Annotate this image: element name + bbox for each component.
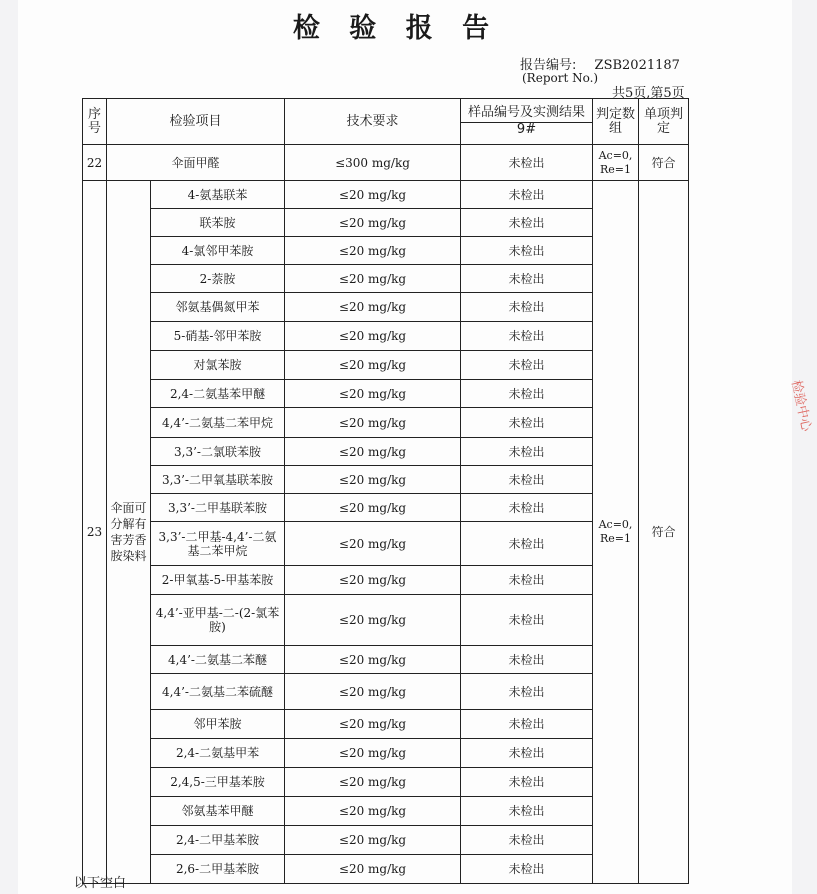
col-single-judge: 单项判定 (639, 99, 689, 145)
item-name: 2,4-二氨基甲苯 (151, 739, 285, 768)
col-item: 检验项目 (107, 99, 285, 145)
header-row (83, 99, 689, 145)
item-requirement: ≤20 mg/kg (285, 494, 461, 522)
item-result: 未检出 (461, 797, 593, 826)
col-requirement: 技术要求 (285, 99, 461, 145)
item-result: 未检出 (461, 466, 593, 494)
row22-result: 未检出 (461, 145, 593, 181)
report-number-label: 报告编号: (520, 58, 577, 73)
item-result: 未检出 (461, 855, 593, 884)
item-requirement: ≤20 mg/kg (285, 438, 461, 466)
item-name: 邻氨基偶氮甲苯 (151, 293, 285, 322)
item-requirement: ≤20 mg/kg (285, 855, 461, 884)
item-result: 未检出 (461, 408, 593, 438)
col-sample (461, 99, 593, 145)
item-result: 未检出 (461, 494, 593, 522)
item-name: 4,4’-二氨基二苯硫醚 (151, 674, 285, 710)
row22-seq: 22 (83, 145, 107, 181)
item-requirement: ≤20 mg/kg (285, 522, 461, 566)
item-requirement: ≤20 mg/kg (285, 674, 461, 710)
item-name: 4-氨基联苯 (151, 181, 285, 209)
item-requirement: ≤20 mg/kg (285, 380, 461, 408)
item-requirement: ≤20 mg/kg (285, 466, 461, 494)
item-requirement: ≤20 mg/kg (285, 181, 461, 209)
item-result: 未检出 (461, 237, 593, 265)
item-requirement: ≤20 mg/kg (285, 646, 461, 674)
item-name: 5-硝基-邻甲苯胺 (151, 322, 285, 351)
item-result: 未检出 (461, 646, 593, 674)
col-sample-no: 9# (516, 122, 537, 137)
item-name: 4,4’-二氨基二苯甲烷 (151, 408, 285, 438)
col-sample-title: 样品编号及实测结果 (461, 106, 592, 123)
report-number-en-label: (Report No.) (522, 71, 599, 85)
col-judge-group: 判定数组 (593, 99, 639, 145)
item-requirement: ≤20 mg/kg (285, 826, 461, 855)
item-name: 4,4’-二氨基二苯醚 (151, 646, 285, 674)
row23-group: 伞面可分解有害芳香胺染料 (107, 181, 151, 884)
row23-judge-group: Ac=0, Re=1 (593, 181, 639, 884)
item-requirement: ≤20 mg/kg (285, 739, 461, 768)
item-result: 未检出 (461, 322, 593, 351)
item-requirement: ≤20 mg/kg (285, 209, 461, 237)
item-name: 2,6-二甲基苯胺 (151, 855, 285, 884)
row22-requirement: ≤300 mg/kg (285, 145, 461, 181)
item-result: 未检出 (461, 595, 593, 646)
item-result: 未检出 (461, 351, 593, 380)
item-name: 邻甲苯胺 (151, 710, 285, 739)
item-requirement: ≤20 mg/kg (285, 265, 461, 293)
item-requirement: ≤20 mg/kg (285, 797, 461, 826)
report-number: ZSB2021187 (594, 58, 680, 73)
item-result: 未检出 (461, 674, 593, 710)
item-name: 2,4-二氨基苯甲醚 (151, 380, 285, 408)
item-name: 对氯苯胺 (151, 351, 285, 380)
row22-item: 伞面甲醛 (107, 145, 285, 181)
item-result: 未检出 (461, 438, 593, 466)
item-result: 未检出 (461, 522, 593, 566)
item-name: 2,4,5-三甲基苯胺 (151, 768, 285, 797)
item-result: 未检出 (461, 209, 593, 237)
row23-seq: 23 (83, 181, 107, 884)
item-requirement: ≤20 mg/kg (285, 566, 461, 595)
item-requirement: ≤20 mg/kg (285, 351, 461, 380)
item-requirement: ≤20 mg/kg (285, 595, 461, 646)
row22-judge-group: Ac=0, Re=1 (593, 145, 639, 181)
item-result: 未检出 (461, 710, 593, 739)
item-requirement: ≤20 mg/kg (285, 322, 461, 351)
item-result: 未检出 (461, 265, 593, 293)
item-name: 2,4-二甲基苯胺 (151, 826, 285, 855)
report-title: 检 验 报 告 (292, 13, 500, 44)
row23-single-judge: 符合 (639, 181, 689, 884)
item-result: 未检出 (461, 768, 593, 797)
table-row-22 (83, 145, 689, 181)
item-name: 4-氯邻甲苯胺 (151, 237, 285, 265)
item-name: 2-甲氧基-5-甲基苯胺 (151, 566, 285, 595)
item-result: 未检出 (461, 181, 593, 209)
page-count: 共5页,第5页 (612, 86, 685, 101)
item-name: 3,3’-二甲基-4,4’-二氨基二苯甲烷 (151, 522, 285, 566)
item-result: 未检出 (461, 566, 593, 595)
item-requirement: ≤20 mg/kg (285, 768, 461, 797)
table-row (83, 181, 689, 209)
item-name: 3,3’-二甲基联苯胺 (151, 494, 285, 522)
item-name: 3,3’-二氯联苯胺 (151, 438, 285, 466)
item-name: 邻氨基苯甲醚 (151, 797, 285, 826)
item-requirement: ≤20 mg/kg (285, 710, 461, 739)
col-seq: 序号 (83, 99, 107, 145)
item-result: 未检出 (461, 293, 593, 322)
item-result: 未检出 (461, 380, 593, 408)
item-requirement: ≤20 mg/kg (285, 237, 461, 265)
footer-note: 以下空白 (74, 876, 127, 891)
item-name: 2-萘胺 (151, 265, 285, 293)
seal-stamp: 检验中心 (787, 378, 814, 433)
item-name: 4,4’-亚甲基-二-(2-氯苯胺) (151, 595, 285, 646)
item-requirement: ≤20 mg/kg (285, 408, 461, 438)
item-result: 未检出 (461, 739, 593, 768)
item-name: 联苯胺 (151, 209, 285, 237)
item-requirement: ≤20 mg/kg (285, 293, 461, 322)
row22-single-judge: 符合 (639, 145, 689, 181)
inspection-table (82, 98, 689, 884)
item-name: 3,3’-二甲氧基联苯胺 (151, 466, 285, 494)
item-result: 未检出 (461, 826, 593, 855)
